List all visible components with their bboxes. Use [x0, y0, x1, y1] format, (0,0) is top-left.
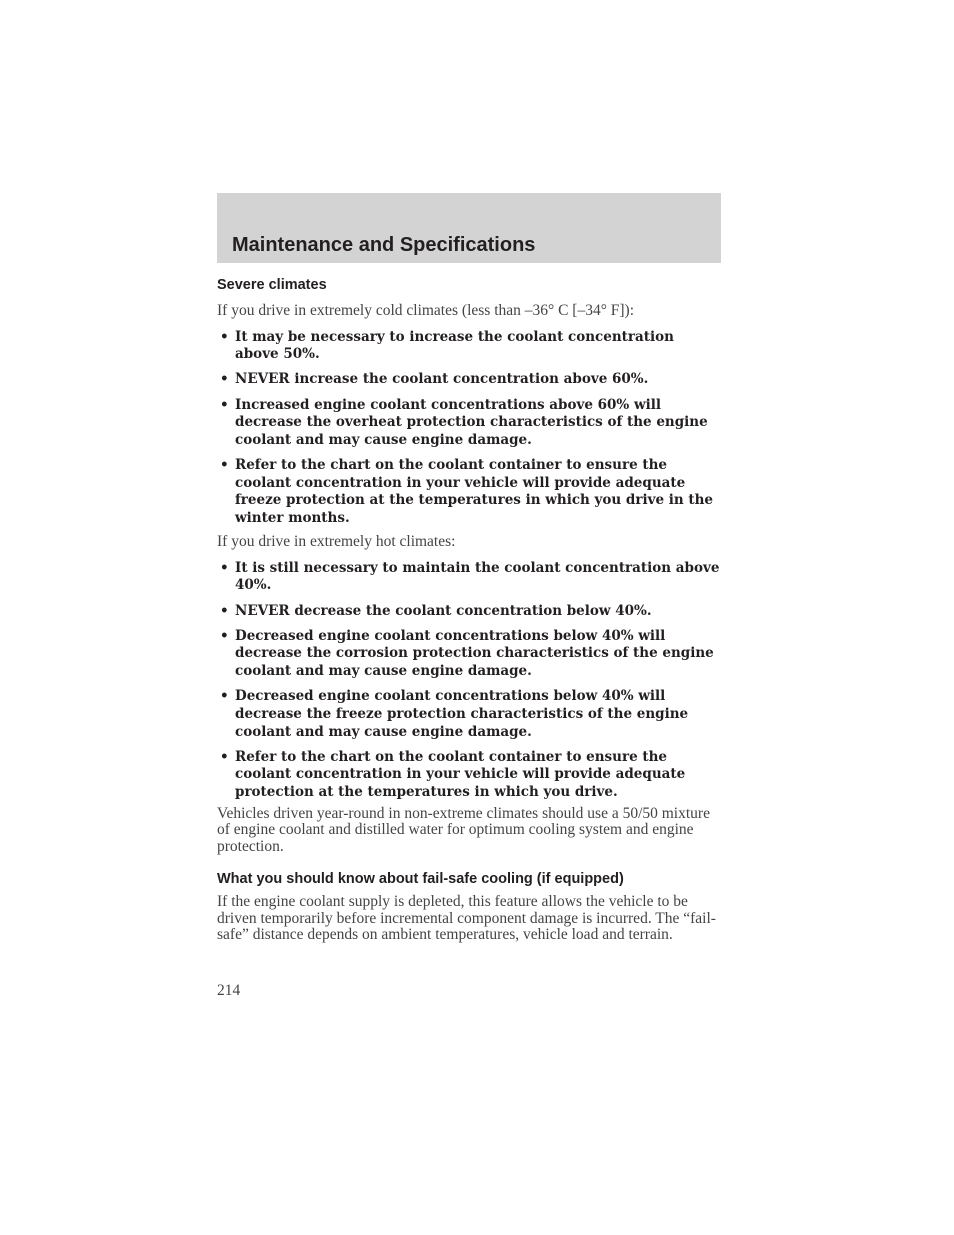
bullet-icon: • [220, 748, 229, 765]
list-item: • Decreased engine coolant concentrations below 40% will decrease the freeze protection characteristics of the engine coolant and may cause engine damage. [220, 688, 689, 740]
bullet-icon: • [220, 688, 229, 705]
list-item: • NEVER decrease the coolant concentration below 40%. [220, 602, 652, 619]
cold-climate-intro: If you drive in extremely cold climates (less than –36° C [–34° F]): [217, 302, 635, 319]
bullet-icon: • [220, 559, 229, 576]
bullet-icon: • [220, 328, 229, 345]
bullet-icon: • [220, 371, 229, 388]
page-number: 214 [217, 982, 241, 999]
list-item: • Increased engine coolant concentrations above 60% will decrease the overheat protection characteristics of the engine coolant and may cause engine damage. [220, 396, 708, 448]
fail-safe-paragraph: If the engine coolant supply is depleted, this feature allows the vehicle to be driven temporarily before incremental component damage is incurred. The “fail-safe” distance depends on ambient temperatures, vehicle load and terrain. [217, 893, 716, 944]
list-item: • Refer to the chart on the coolant container to ensure the coolant concentration in your vehicle will provide adequate freeze protection at the temperatures in which you drive in the winter months. [220, 457, 714, 526]
hot-climate-intro: If you drive in extremely hot climates: [217, 533, 456, 551]
list-item: • NEVER increase the coolant concentration above 60%. [220, 371, 649, 388]
fail-safe-heading: What you should know about fail-safe cooling (if equipped) [217, 871, 624, 888]
bullet-icon: • [220, 457, 229, 474]
page-content [217, 276, 721, 944]
bullet-icon: • [220, 602, 229, 619]
list-item: • It may be necessary to increase the coolant concentration above 50%. [220, 328, 674, 363]
section-header-band [217, 193, 721, 263]
bullet-icon: • [220, 627, 229, 644]
list-item: • Decreased engine coolant concentrations below 40% will decrease the corrosion protection characteristics of the engine coolant and may cause engine damage. [220, 627, 714, 680]
bullet-icon: • [220, 396, 229, 413]
section-title: Maintenance and Specifications [232, 234, 536, 256]
list-item: • Refer to the chart on the coolant container to ensure the coolant concentration in your vehicle will provide adequate protection at the temperatures in which you drive. [220, 748, 686, 800]
severe-climates-heading: Severe climates [217, 277, 327, 293]
list-item: • It is still necessary to maintain the coolant concentration above 40%. [220, 559, 720, 594]
hot-climate-bullet-list [217, 560, 721, 802]
non-extreme-climate-paragraph: Vehicles driven year-round in non-extreme climates should use a 50/50 mixture of engine coolant and distilled water for optimum cooling system and engine protection. [217, 804, 710, 855]
cold-climate-bullet-list [217, 329, 721, 528]
